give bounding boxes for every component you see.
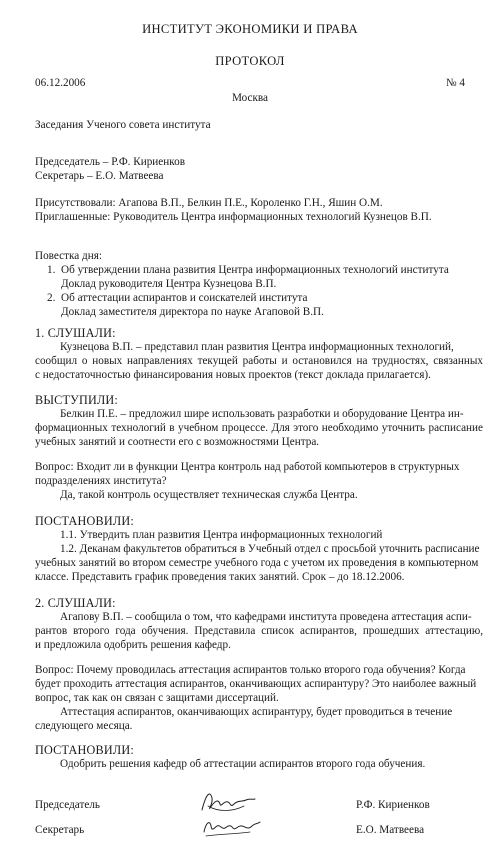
section2-resolved [35, 743, 483, 771]
resolution-item: 1.1. Утвердить план развития Центра информационных технологий [60, 529, 383, 541]
present-line: Присутствовали: Агапова В.П., Белкин П.Е., Короленко Г.Н., Яшин О.М. [35, 197, 383, 209]
question-text-line: Вопрос: Входит ли в функции Центра контроль над работой компьютеров в структурных [35, 461, 460, 473]
secretary-line: Секретарь – Е.О. Матвеева [35, 170, 164, 182]
chair-line: Председатель – Р.Ф. Кириенков [35, 156, 185, 168]
section1-question [35, 460, 483, 502]
resolution-item: Одобрить решения кафедр об аттестации аспирантов второго года обучения. [60, 758, 426, 770]
spoke-heading: ВЫСТУПИЛИ: [35, 393, 119, 407]
heard-text-line: Кузнецова В.П. – представил план развития Центра информационных технологий, [60, 341, 454, 353]
signature-secretary-role: Секретарь [35, 824, 85, 836]
resolved-heading: ПОСТАНОВИЛИ: [35, 743, 134, 757]
question-text-line: вопрос, так как он связан с защитами диссертаций. [35, 692, 279, 704]
resolution-item: учебных занятий во втором семестре учебного года с учетом их проведения в компьютерном [35, 557, 479, 569]
section1-spoke [35, 393, 483, 449]
question-text-line: будет проходить аттестация аспирантов, оканчивающих аспирантуру? Это наиболее важный [35, 678, 477, 690]
meeting-subject: Заседания Ученого совета института [35, 119, 211, 131]
answer-text: Да, такой контроль осуществляет техническая служба Центра. [60, 489, 358, 501]
resolved-heading: ПОСТАНОВИЛИ: [35, 514, 134, 528]
agenda-item-report: Доклад руководителя Центра Кузнецова В.П. [61, 278, 277, 290]
spoke-text-line: учебных занятий и соотнести его с возможностями Центра. [35, 436, 320, 448]
signature-chair-name: Р.Ф. Кириенков [356, 799, 430, 811]
heard-text-line: Агапову В.П. – сообщила о том, что кафедрами института проведена аттестация аспи- [60, 611, 472, 623]
spoke-text-line: Белкин П.Е. – предложил шире использовать разработки и оборудование Центра ин- [60, 408, 464, 420]
agenda-item-title: Об утверждении плана развития Центра информационных технологий института [61, 264, 449, 276]
signature-secretary-name: Е.О. Матвеева [356, 824, 425, 836]
section1-resolved [35, 514, 483, 584]
agenda-title: Повестка дня: [35, 250, 102, 262]
section1-heard [35, 326, 483, 382]
spoke-text-line: формационных технологий в учебном процессе. Для этого необходимо уточнить расписание [35, 422, 483, 434]
protocol-city: Москва [231, 92, 269, 104]
agenda-item-number: 1. [47, 264, 56, 276]
protocol-date: 06.12.2006 [35, 77, 86, 89]
resolution-item: классе. Представить график проведения таких занятий. Срок – до 18.12.2006. [35, 571, 405, 583]
section2-question [35, 663, 483, 733]
answer-text-line: следующего месяца. [35, 720, 133, 732]
agenda-item-report: Доклад заместителя директора по науке Агаповой В.П. [61, 306, 324, 318]
heard-text-line: с недостаточностью финансирования новых проектов (текст доклада прилагается). [35, 369, 431, 381]
heard-heading: 2. СЛУШАЛИ: [35, 596, 116, 610]
invited-line: Приглашенные: Руководитель Центра информационных технологий Кузнецов В.П. [35, 211, 432, 223]
institute-name: ИНСТИТУТ ЭКОНОМИКИ И ПРАВА [142, 22, 358, 36]
heard-heading: 1. СЛУШАЛИ: [35, 326, 116, 340]
agenda [35, 249, 483, 319]
question-text-line: подразделениях института? [35, 475, 167, 487]
heard-text-line: рантов второго года обучения. Представила список аспирантов, прошедших аттестацию, [35, 625, 483, 637]
document-title: ПРОТОКОЛ [215, 54, 285, 68]
agenda-item-number: 2. [47, 292, 56, 304]
agenda-item [35, 291, 483, 319]
resolution-item: 1.2. Деканам факультетов обратиться в Учебный отдел с просьбой уточнить расписание [60, 543, 480, 555]
heard-text-line: и предложила одобрить решения кафедр. [35, 639, 231, 651]
agenda-item [35, 263, 483, 291]
agenda-item-title: Об аттестации аспирантов и соискателей института [61, 292, 308, 304]
section2-heard [35, 596, 483, 652]
heard-text-line: сообщил о новых направлениях текущей работы и остановился на трудностях, связанных [35, 355, 483, 367]
protocol-number: № 4 [445, 77, 465, 89]
signature-chair-role: Председатель [35, 799, 101, 811]
answer-text-line: Аттестация аспирантов, оканчивающих аспирантуру, будет проводиться в течение [60, 706, 453, 718]
question-text-line: Вопрос: Почему проводилась аттестация аспирантов только второго года обучения? Когда [35, 664, 466, 676]
secretary-signature-image [200, 812, 262, 840]
